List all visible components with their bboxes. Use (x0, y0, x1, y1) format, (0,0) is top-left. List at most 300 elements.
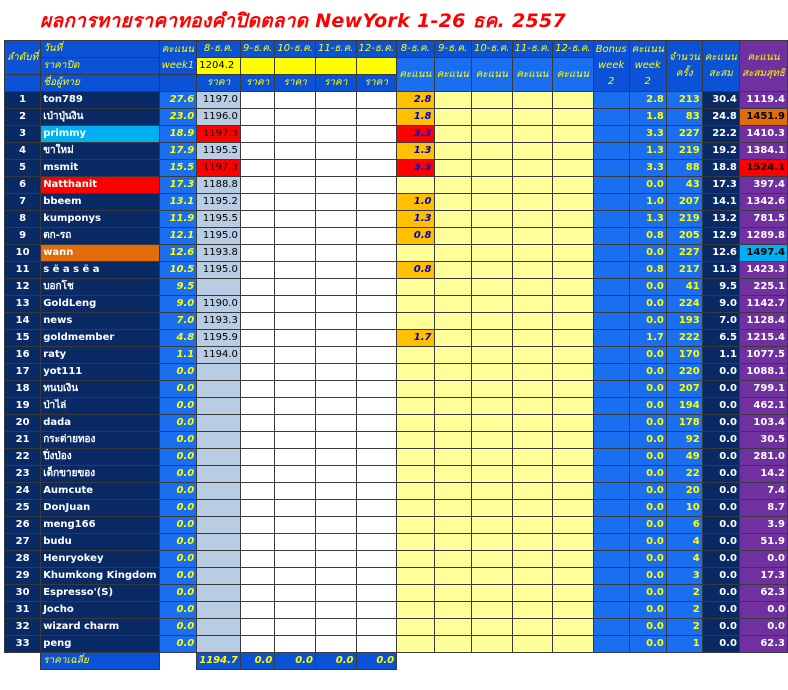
week2-score: 1.8 (629, 109, 666, 126)
net-score: 51.9 (739, 534, 787, 551)
net-score: 397.4 (739, 177, 787, 194)
guess-count: 219 (666, 143, 702, 160)
day-score-1: 1.8 (397, 109, 434, 126)
table-row (5, 551, 788, 568)
price-guess-2 (240, 160, 274, 177)
price-guess-1: 1188.8 (197, 177, 241, 194)
week2-score: 0.0 (629, 347, 666, 364)
price-guess-5 (356, 534, 397, 551)
day-score-5 (553, 466, 594, 483)
player-name: Henryokey (41, 551, 159, 568)
rank-cell: 31 (5, 602, 41, 619)
day-score-2 (434, 602, 471, 619)
day-score-2 (434, 534, 471, 551)
week1-score: 0.0 (159, 432, 197, 449)
accum-score: 0.0 (702, 466, 739, 483)
day-score-3 (471, 143, 512, 160)
guess-count: 2 (666, 619, 702, 636)
bonus-cell (593, 500, 629, 517)
week2-score: 0.0 (629, 636, 666, 653)
net-score: 0.0 (739, 551, 787, 568)
day-score-2 (434, 364, 471, 381)
week2-score: 0.0 (629, 517, 666, 534)
week1-score: 13.1 (159, 194, 197, 211)
bonus-cell (593, 517, 629, 534)
player-name: budu (41, 534, 159, 551)
bonus-header: Bonus week 2 (593, 41, 629, 92)
week2-score-header: คะแนน week 2 (629, 41, 666, 92)
net-score: 781.5 (739, 211, 787, 228)
day-score-1 (397, 500, 434, 517)
accum-score: 17.3 (702, 177, 739, 194)
bonus-cell (593, 381, 629, 398)
price-guess-4 (315, 415, 356, 432)
guess-count: 219 (666, 211, 702, 228)
price-guess-5 (356, 568, 397, 585)
day-score-1 (397, 398, 434, 415)
guess-count: 6 (666, 517, 702, 534)
bonus-cell (593, 415, 629, 432)
week1-score: 0.0 (159, 568, 197, 585)
bonus-cell (593, 568, 629, 585)
week2-score: 0.0 (629, 585, 666, 602)
rank-cell: 11 (5, 262, 41, 279)
guess-count: 4 (666, 551, 702, 568)
price-guess-4 (315, 279, 356, 296)
table-row (5, 398, 788, 415)
day-score-4 (512, 585, 553, 602)
player-name: wizard charm (41, 619, 159, 636)
price-guess-4 (315, 636, 356, 653)
score-header-5: คะแนน (553, 58, 594, 92)
rank-cell: 13 (5, 296, 41, 313)
guess-count: 41 (666, 279, 702, 296)
day-score-2 (434, 228, 471, 245)
day-score-4 (512, 194, 553, 211)
rank-cell: 25 (5, 500, 41, 517)
day-score-1 (397, 279, 434, 296)
week1-score: 1.1 (159, 347, 197, 364)
price-guess-4 (315, 92, 356, 109)
day-score-4 (512, 432, 553, 449)
day-score-3 (471, 109, 512, 126)
day-score-2 (434, 585, 471, 602)
accum-score: 0.0 (702, 483, 739, 500)
week1-score: 12.1 (159, 228, 197, 245)
day-score-2 (434, 279, 471, 296)
accum-score: 22.2 (702, 126, 739, 143)
price-guess-2 (240, 636, 274, 653)
day-score-3 (471, 449, 512, 466)
week1-score: 0.0 (159, 602, 197, 619)
week2-score: 3.3 (629, 126, 666, 143)
price-guess-2 (240, 534, 274, 551)
net-score: 799.1 (739, 381, 787, 398)
player-name: ปิ่งป่อง (41, 449, 159, 466)
net-score: 3.9 (739, 517, 787, 534)
score-header-2: คะแนน (434, 58, 471, 92)
day-score-3 (471, 92, 512, 109)
net-score: 462.1 (739, 398, 787, 415)
rank-cell: 19 (5, 398, 41, 415)
rank-cell: 21 (5, 432, 41, 449)
day-score-4 (512, 517, 553, 534)
price-guess-4 (315, 449, 356, 466)
accum-score: 9.0 (702, 296, 739, 313)
price-guess-2 (240, 313, 274, 330)
price-guess-5 (356, 228, 397, 245)
bonus-cell (593, 194, 629, 211)
table-row (5, 602, 788, 619)
price-guess-1: 1195.9 (197, 330, 241, 347)
price-guess-3 (275, 585, 316, 602)
day-header: วันที่ (41, 41, 159, 58)
player-name: Espresso'(S) (41, 585, 159, 602)
bonus-cell (593, 534, 629, 551)
net-score: 8.7 (739, 500, 787, 517)
day-score-5 (553, 92, 594, 109)
price-guess-3 (275, 194, 316, 211)
week1-score: 0.0 (159, 534, 197, 551)
rank-cell: 27 (5, 534, 41, 551)
day-score-4 (512, 449, 553, 466)
price-guess-1: 1195.0 (197, 228, 241, 245)
week2-score: 0.0 (629, 483, 666, 500)
score-header-1: คะแนน (397, 58, 434, 92)
player-name: raty (41, 347, 159, 364)
net-score: 103.4 (739, 415, 787, 432)
day-score-4 (512, 483, 553, 500)
price-guess-5 (356, 551, 397, 568)
price-guess-5 (356, 279, 397, 296)
day-score-2 (434, 619, 471, 636)
price-guess-5 (356, 160, 397, 177)
guess-count: 88 (666, 160, 702, 177)
table-row (5, 364, 788, 381)
player-name: Aumcute (41, 483, 159, 500)
day-score-2 (434, 330, 471, 347)
bonus-cell (593, 449, 629, 466)
price-guess-2 (240, 398, 274, 415)
rank-cell: 5 (5, 160, 41, 177)
week2-score: 0.0 (629, 398, 666, 415)
rank-cell: 14 (5, 313, 41, 330)
day-score-1 (397, 585, 434, 602)
page-title: ผลการทายราคาทองคำปิดตลาด NewYork 1-26 ธค. 2557 (40, 10, 567, 32)
day-score-2 (434, 398, 471, 415)
day-score-3 (471, 568, 512, 585)
average-blank-2 (159, 653, 197, 670)
day-score-3 (471, 126, 512, 143)
table-row (5, 228, 788, 245)
price-guess-4 (315, 177, 356, 194)
table-row (5, 194, 788, 211)
day-score-1 (397, 602, 434, 619)
day-score-3 (471, 466, 512, 483)
net-score: 1423.3 (739, 262, 787, 279)
average-price-4: 0.0 (315, 653, 356, 670)
price-guess-4 (315, 245, 356, 262)
day-score-3 (471, 636, 512, 653)
week1-score: 0.0 (159, 466, 197, 483)
price-guess-2 (240, 364, 274, 381)
bonus-cell (593, 177, 629, 194)
week1-score: 0.0 (159, 585, 197, 602)
price-guess-1 (197, 568, 241, 585)
price-guess-3 (275, 534, 316, 551)
table-body (5, 41, 788, 670)
day-score-1 (397, 568, 434, 585)
score-header-4: คะแนน (512, 58, 553, 92)
week2-score: 0.0 (629, 551, 666, 568)
player-name: ตก-รถ (41, 228, 159, 245)
results-table (4, 40, 788, 670)
day-score-1: 1.7 (397, 330, 434, 347)
bonus-cell (593, 126, 629, 143)
accum-score: 18.8 (702, 160, 739, 177)
price-guess-1: 1195.5 (197, 143, 241, 160)
day-score-4 (512, 296, 553, 313)
net-score: 0.0 (739, 602, 787, 619)
week2-score: 1.7 (629, 330, 666, 347)
price-guess-4 (315, 313, 356, 330)
rank-cell: 4 (5, 143, 41, 160)
day-score-1 (397, 177, 434, 194)
rank-cell: 15 (5, 330, 41, 347)
bonus-cell (593, 211, 629, 228)
player-name: news (41, 313, 159, 330)
price-guess-2 (240, 483, 274, 500)
price-guess-3 (275, 160, 316, 177)
price-guess-5 (356, 143, 397, 160)
week2-score: 0.0 (629, 313, 666, 330)
rank-header-spacer (5, 75, 41, 92)
price-guess-3 (275, 432, 316, 449)
rank-cell: 20 (5, 415, 41, 432)
table-row (5, 347, 788, 364)
date-header-score-1: 8-ธ.ค. (397, 41, 434, 58)
player-name: กระต่ายทอง (41, 432, 159, 449)
price-guess-3 (275, 449, 316, 466)
accum-score: 0.0 (702, 415, 739, 432)
week2-score: 2.8 (629, 92, 666, 109)
price-guess-1 (197, 483, 241, 500)
week1-score: 0.0 (159, 517, 197, 534)
player-name: บอกโช (41, 279, 159, 296)
day-score-2 (434, 313, 471, 330)
price-guess-5 (356, 211, 397, 228)
week1-score: 0.0 (159, 483, 197, 500)
day-score-1 (397, 483, 434, 500)
date-header-price-1: 8-ธ.ค. (197, 41, 241, 58)
day-score-5 (553, 585, 594, 602)
average-row (5, 653, 788, 670)
accum-score: 0.0 (702, 602, 739, 619)
price-guess-4 (315, 619, 356, 636)
week2-score: 0.0 (629, 279, 666, 296)
bonus-cell (593, 619, 629, 636)
day-score-5 (553, 194, 594, 211)
price-guess-3 (275, 551, 316, 568)
week1-score: 0.0 (159, 551, 197, 568)
price-guess-1 (197, 602, 241, 619)
net-score: 30.5 (739, 432, 787, 449)
day-score-2 (434, 347, 471, 364)
price-header-4: ราคา (315, 75, 356, 92)
average-blank-3 (397, 653, 788, 670)
price-guess-3 (275, 109, 316, 126)
average-blank (5, 653, 41, 670)
week1-score: 0.0 (159, 364, 197, 381)
day-score-5 (553, 568, 594, 585)
price-guess-3 (275, 415, 316, 432)
price-guess-5 (356, 177, 397, 194)
price-header-1: ราคา (197, 75, 241, 92)
day-score-4 (512, 211, 553, 228)
week1-score: 23.0 (159, 109, 197, 126)
day-score-5 (553, 483, 594, 500)
price-guess-5 (356, 364, 397, 381)
price-guess-5 (356, 517, 397, 534)
rank-cell: 23 (5, 466, 41, 483)
accum-score: 0.0 (702, 636, 739, 653)
day-score-5 (553, 330, 594, 347)
price-guess-5 (356, 347, 397, 364)
price-guess-5 (356, 262, 397, 279)
day-score-3 (471, 585, 512, 602)
bonus-cell (593, 245, 629, 262)
day-score-5 (553, 534, 594, 551)
table-row (5, 432, 788, 449)
day-score-5 (553, 228, 594, 245)
day-score-1: 1.3 (397, 143, 434, 160)
close-price-cell-3 (275, 58, 316, 75)
guess-count: 205 (666, 228, 702, 245)
day-score-2 (434, 160, 471, 177)
price-guess-5 (356, 500, 397, 517)
guess-count: 3 (666, 568, 702, 585)
day-score-4 (512, 313, 553, 330)
price-guess-3 (275, 364, 316, 381)
bonus-cell (593, 364, 629, 381)
bonus-cell (593, 347, 629, 364)
day-score-3 (471, 602, 512, 619)
price-guess-3 (275, 466, 316, 483)
net-score: 1215.4 (739, 330, 787, 347)
price-guess-4 (315, 432, 356, 449)
table-row (5, 109, 788, 126)
day-score-3 (471, 534, 512, 551)
price-guess-2 (240, 347, 274, 364)
week1-score: 27.6 (159, 92, 197, 109)
guess-count: 213 (666, 92, 702, 109)
day-score-3 (471, 245, 512, 262)
guess-count: 43 (666, 177, 702, 194)
day-score-1: 2.8 (397, 92, 434, 109)
price-guess-1 (197, 432, 241, 449)
price-guess-5 (356, 415, 397, 432)
day-score-2 (434, 636, 471, 653)
accum-score: 7.0 (702, 313, 739, 330)
price-guess-2 (240, 330, 274, 347)
price-guess-4 (315, 500, 356, 517)
close-price-value: 1204.2 (197, 58, 241, 75)
date-header-score-2: 9-ธ.ค. (434, 41, 471, 58)
day-score-3 (471, 619, 512, 636)
bonus-cell (593, 636, 629, 653)
day-score-5 (553, 160, 594, 177)
accum-score: 13.2 (702, 211, 739, 228)
day-score-5 (553, 347, 594, 364)
price-guess-4 (315, 381, 356, 398)
price-guess-5 (356, 449, 397, 466)
price-guess-1: 1197.0 (197, 92, 241, 109)
table-row (5, 636, 788, 653)
day-score-5 (553, 517, 594, 534)
day-score-3 (471, 177, 512, 194)
day-score-1 (397, 619, 434, 636)
price-guess-3 (275, 517, 316, 534)
player-name: kumponys (41, 211, 159, 228)
bonus-cell (593, 432, 629, 449)
price-guess-3 (275, 296, 316, 313)
player-name: yot111 (41, 364, 159, 381)
table-row (5, 449, 788, 466)
price-guess-2 (240, 92, 274, 109)
close-price-header: ราคาปิด (41, 58, 159, 75)
price-guess-2 (240, 245, 274, 262)
week2-score: 0.0 (629, 245, 666, 262)
day-score-1 (397, 245, 434, 262)
price-guess-5 (356, 313, 397, 330)
rank-cell: 2 (5, 109, 41, 126)
net-score: 62.3 (739, 636, 787, 653)
price-guess-4 (315, 126, 356, 143)
day-score-3 (471, 500, 512, 517)
day-score-3 (471, 398, 512, 415)
price-guess-1 (197, 534, 241, 551)
average-price-5: 0.0 (356, 653, 397, 670)
day-score-4 (512, 398, 553, 415)
price-guess-5 (356, 109, 397, 126)
day-score-3 (471, 262, 512, 279)
week2-score: 0.8 (629, 228, 666, 245)
player-name: GoldLeng (41, 296, 159, 313)
price-guess-4 (315, 262, 356, 279)
day-score-1 (397, 347, 434, 364)
day-score-5 (553, 381, 594, 398)
price-guess-1: 1193.8 (197, 245, 241, 262)
price-guess-2 (240, 177, 274, 194)
guess-count: 207 (666, 194, 702, 211)
day-score-2 (434, 466, 471, 483)
day-score-3 (471, 330, 512, 347)
day-score-3 (471, 228, 512, 245)
week2-score: 0.0 (629, 415, 666, 432)
rank-cell: 17 (5, 364, 41, 381)
accum-score: 0.0 (702, 551, 739, 568)
day-score-1 (397, 449, 434, 466)
score-header-3: คะแนน (471, 58, 512, 92)
week1-score: 0.0 (159, 398, 197, 415)
price-guess-5 (356, 619, 397, 636)
accum-score: 0.0 (702, 585, 739, 602)
close-price-cell-4 (315, 58, 356, 75)
day-score-5 (553, 449, 594, 466)
rank-cell: 9 (5, 228, 41, 245)
guess-count: 83 (666, 109, 702, 126)
price-guess-1 (197, 449, 241, 466)
